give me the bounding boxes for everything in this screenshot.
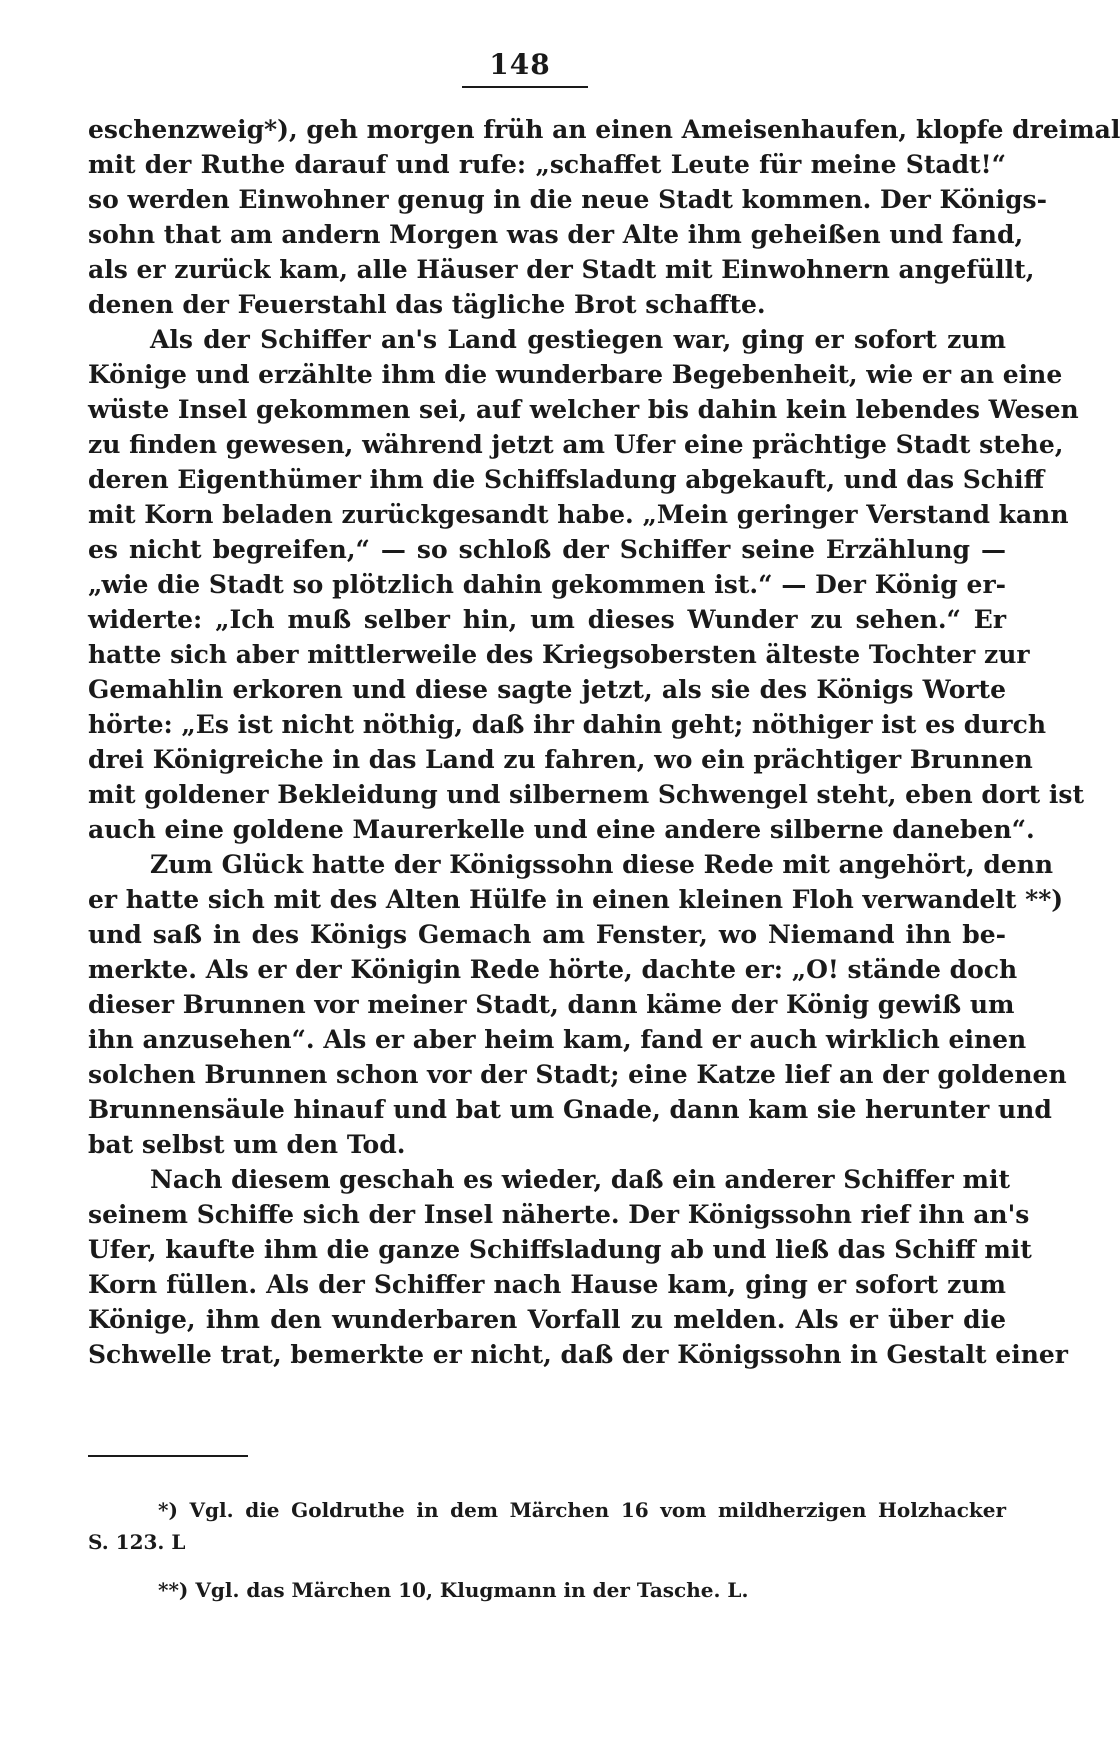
- text-line: bat selbst um den Tod.: [88, 1130, 406, 1159]
- paragraph-start-line: Als der Schiffer an's Land gestiegen war, ging er sofort zum: [150, 325, 1006, 354]
- text-line: es nicht begreifen,“ — so schloß der Schiffer seine Erzählung —: [88, 535, 1006, 564]
- text-line: mit der Ruthe darauf und rufe: „schaffet Leute für meine Stadt!“: [88, 150, 1006, 179]
- footnote-2: **) Vgl. das Märchen 10, Klugmann in der Tasche. L.: [158, 1578, 749, 1602]
- footnote-rule: [88, 1455, 248, 1457]
- text-line: er hatte sich mit des Alten Hülfe in einen kleinen Floh verwandelt **): [88, 885, 1064, 914]
- footnote-1-line-1: *) Vgl. die Goldruthe in dem Märchen 16 vom mildherzigen Holzhacker: [158, 1498, 1006, 1522]
- text-line: Schwelle trat, bemerkte er nicht, daß der Königssohn in Gestalt einer: [88, 1340, 1068, 1369]
- text-line: so werden Einwohner genug in die neue Stadt kommen. Der Königs-: [88, 185, 1047, 214]
- text-line: solchen Brunnen schon vor der Stadt; eine Katze lief an der goldenen: [88, 1060, 1067, 1089]
- footnotes: [88, 1494, 1006, 1606]
- paragraph-start-line: Zum Glück hatte der Königssohn diese Rede mit angehört, denn: [150, 850, 1054, 879]
- header-rule: [462, 86, 588, 88]
- text-line: zu finden gewesen, während jetzt am Ufer eine prächtige Stadt stehe,: [88, 430, 1064, 459]
- text-line: mit Korn beladen zurückgesandt habe. „Mein geringer Verstand kann: [88, 500, 1069, 529]
- text-line: seinem Schiffe sich der Insel näherte. Der Königssohn rief ihn an's: [88, 1200, 1030, 1229]
- text-line: eschenzweig*), geh morgen früh an einen Ameisenhaufen, klopfe dreimal: [88, 115, 1120, 144]
- text-line: als er zurück kam, alle Häuser der Stadt mit Einwohnern angefüllt,: [88, 255, 1035, 284]
- text-line: hörte: „Es ist nicht nöthig, daß ihr dahin geht; nöthiger ist es durch: [88, 710, 1046, 739]
- text-line: wüste Insel gekommen sei, auf welcher bis dahin kein lebendes Wesen: [88, 395, 1079, 424]
- text-line: „wie die Stadt so plötzlich dahin gekommen ist.“ — Der König er-: [88, 570, 1006, 599]
- text-line: hatte sich aber mittlerweile des Kriegsobersten älteste Tochter zur: [88, 640, 1030, 669]
- text-line: denen der Feuerstahl das tägliche Brot schaffte.: [88, 290, 766, 319]
- text-line: Ufer, kaufte ihm die ganze Schiffsladung ab und ließ das Schiff mit: [88, 1235, 1032, 1264]
- paragraph-start-line: Nach diesem geschah es wieder, daß ein anderer Schiffer mit: [150, 1165, 1010, 1194]
- text-line: Korn füllen. Als der Schiffer nach Hause kam, ging er sofort zum: [88, 1270, 1006, 1299]
- text-line: Brunnensäule hinauf und bat um Gnade, dann kam sie herunter und: [88, 1095, 1052, 1124]
- footnote-1-line-2: S. 123. L: [88, 1530, 186, 1554]
- text-line: ihn anzusehen“. Als er aber heim kam, fand er auch wirklich einen: [88, 1025, 1027, 1054]
- text-line: auch eine goldene Maurerkelle und eine andere silberne daneben“.: [88, 815, 1035, 844]
- text-line: merkte. Als er der Königin Rede hörte, dachte er: „O! stände doch: [88, 955, 1018, 984]
- text-line: sohn that am andern Morgen was der Alte ihm geheißen und fand,: [88, 220, 1024, 249]
- text-line: und saß in des Königs Gemach am Fenster, wo Niemand ihn be-: [88, 920, 1006, 949]
- body-text: [88, 112, 1120, 1372]
- text-line: widerte: „Ich muß selber hin, um dieses Wunder zu sehen.“ Er: [88, 605, 1006, 634]
- text-line: Könige und erzählte ihm die wunderbare Begebenheit, wie er an eine: [88, 360, 1063, 389]
- footnote-spacer: [88, 1558, 1006, 1574]
- text-line: drei Königreiche in das Land zu fahren, wo ein prächtiger Brunnen: [88, 745, 1033, 774]
- text-line: mit goldener Bekleidung und silbernem Schwengel steht, eben dort ist: [88, 780, 1085, 809]
- text-line: deren Eigenthümer ihm die Schiffsladung abgekauft, und das Schiff: [88, 465, 1045, 494]
- text-line: Gemahlin erkoren und diese sagte jetzt, als sie des Königs Worte: [88, 675, 1006, 704]
- text-line: dieser Brunnen vor meiner Stadt, dann käme der König gewiß um: [88, 990, 1015, 1019]
- page-number: 148: [489, 48, 551, 81]
- text-line: Könige, ihm den wunderbaren Vorfall zu melden. Als er über die: [88, 1305, 1006, 1334]
